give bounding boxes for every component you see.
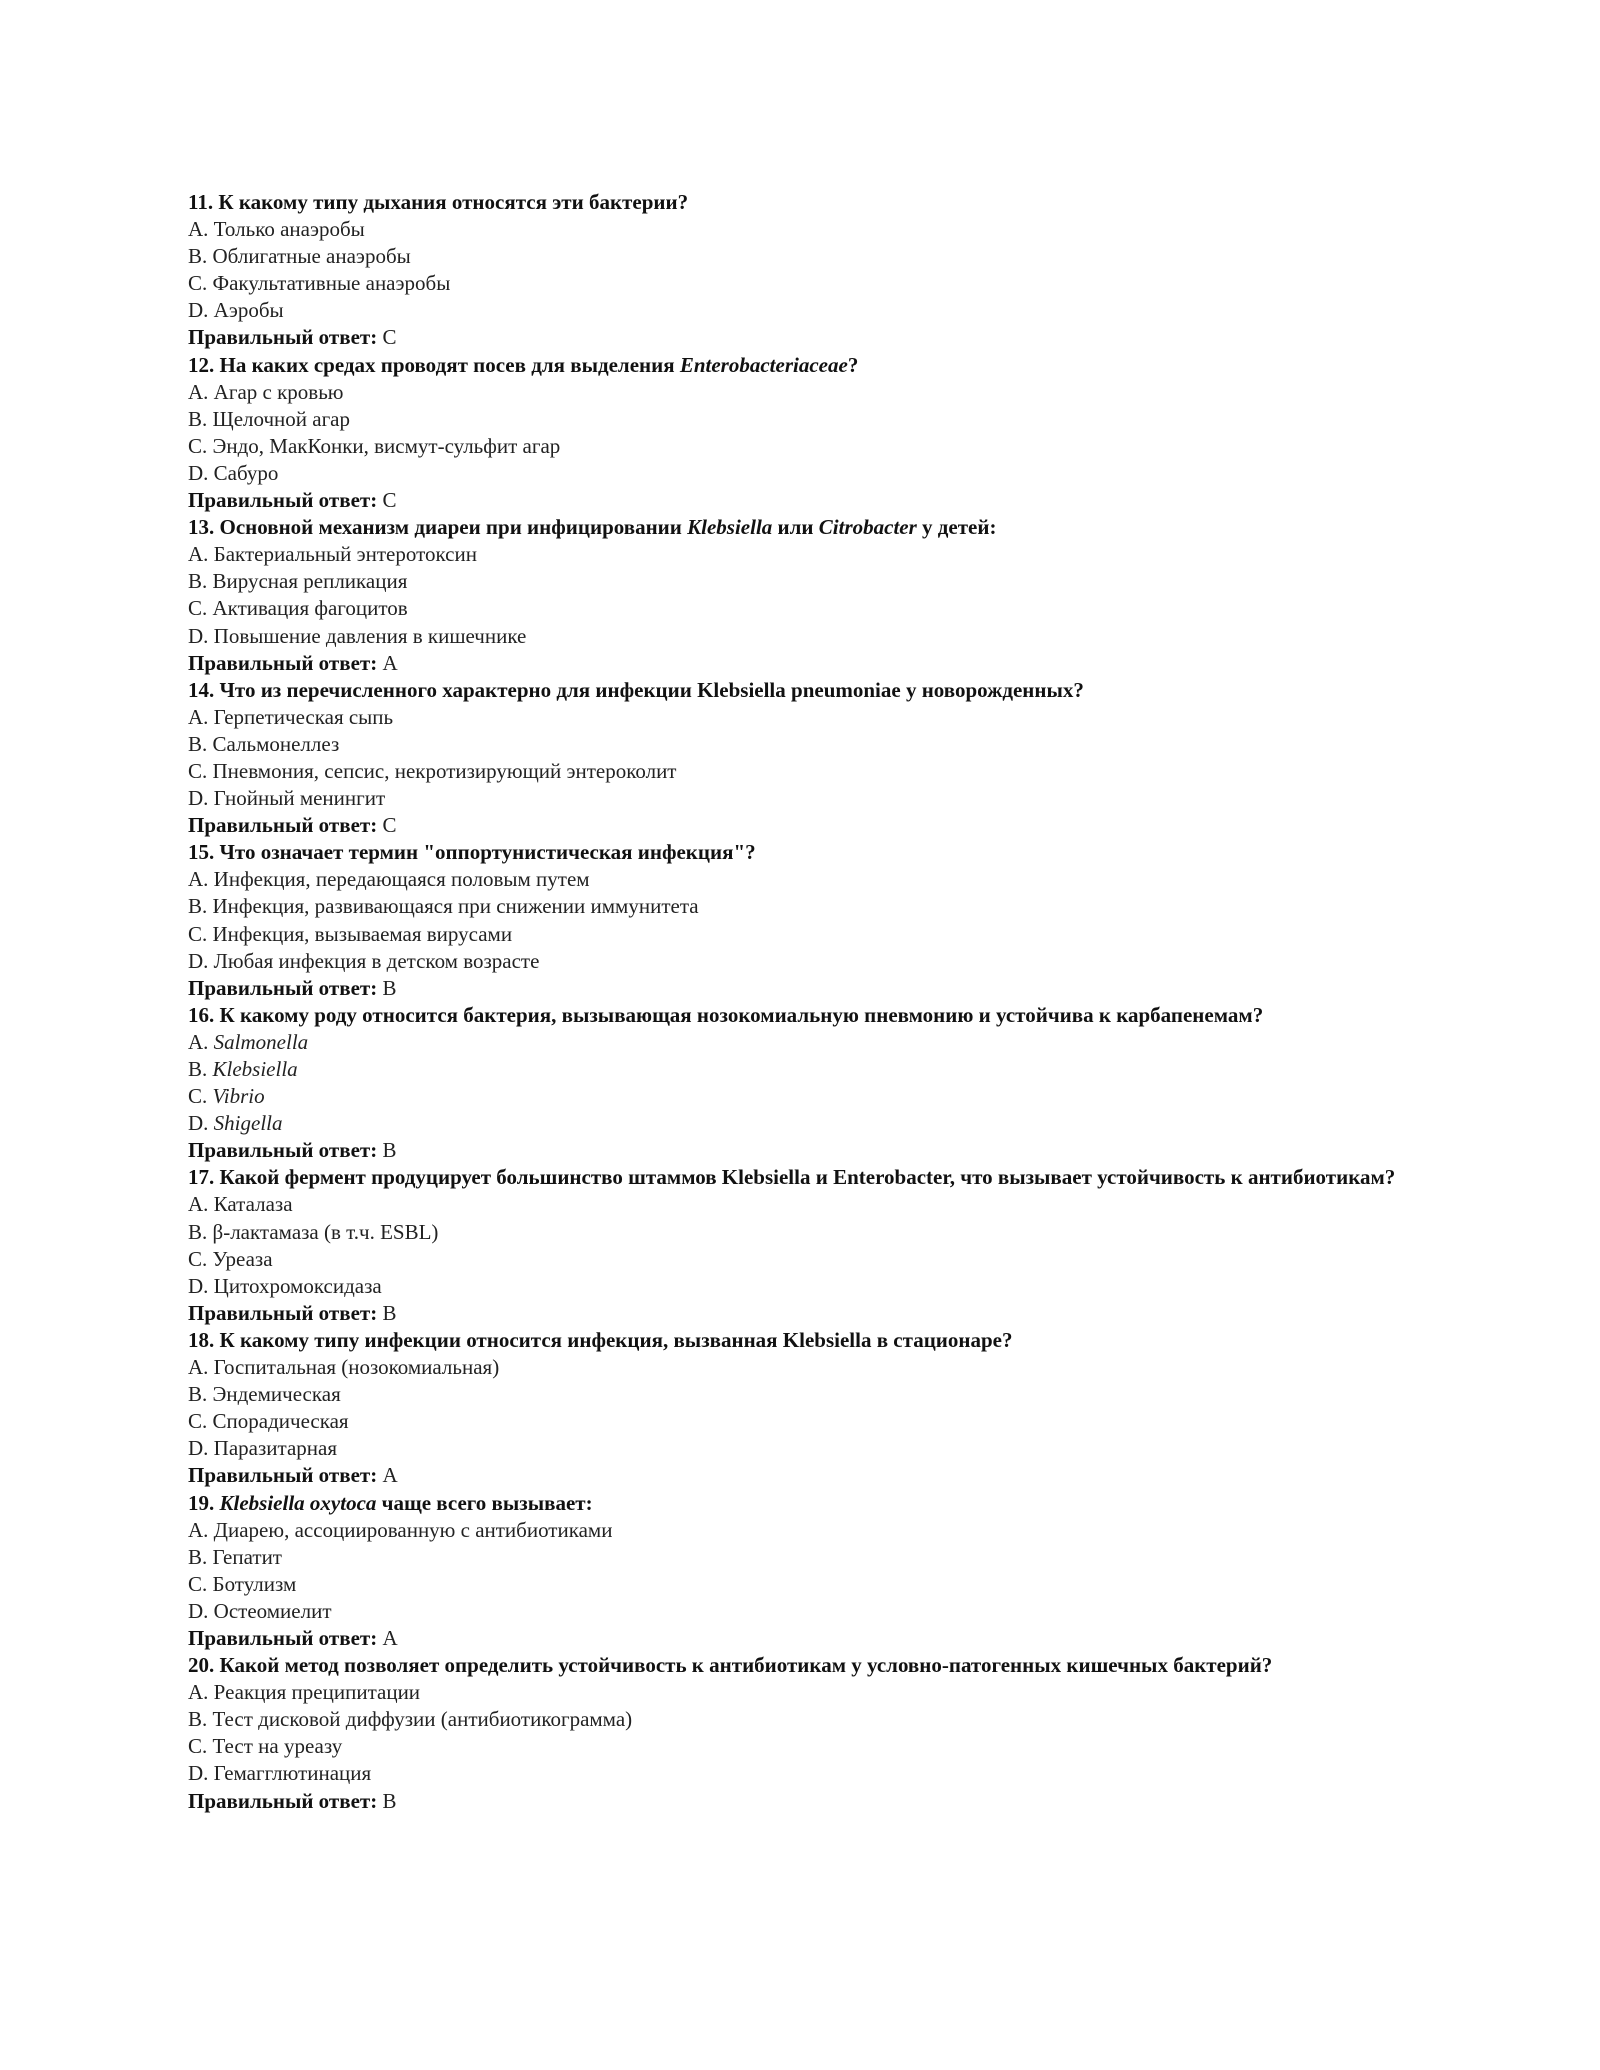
question-text-part: 17. Какой фермент продуцирует большинство штаммов Klebsiella и Enterobacter, что вызывает устойчивость к антибиотикам? xyxy=(188,1165,1396,1190)
option-text: Klebsiella xyxy=(212,1057,298,1081)
correct-answer xyxy=(188,812,1448,839)
option-letter: D. xyxy=(188,1273,209,1298)
option-letter: D. xyxy=(188,298,209,323)
option-letter: B. xyxy=(188,1544,208,1569)
option-text: Бактериальный энтеротоксин xyxy=(213,542,477,567)
option-text: Каталаза xyxy=(213,1192,293,1217)
answer-option xyxy=(188,460,1448,487)
option-letter: B. xyxy=(188,1382,208,1407)
question-text-part: ? xyxy=(847,352,859,377)
correct-answer xyxy=(188,1137,1448,1164)
answer-option xyxy=(188,1056,1448,1083)
question-block xyxy=(188,1164,1448,1327)
correct-answer-value: C xyxy=(382,813,397,838)
answer-option xyxy=(188,379,1448,406)
question-text-part: 16. К какому роду относится бактерия, вызывающая нозокомиальную пневмонию и устойчива к карбапенемам? xyxy=(188,1002,1264,1027)
option-text: Гемагглютинация xyxy=(213,1761,372,1786)
answer-option xyxy=(188,1571,1448,1598)
option-text: Ботулизм xyxy=(212,1571,297,1596)
question-block xyxy=(188,1490,1448,1653)
option-text: Паразитарная xyxy=(213,1436,337,1461)
option-text: β-лактамаза (в т.ч. ESBL) xyxy=(212,1219,439,1244)
answer-option xyxy=(188,216,1448,243)
question-block xyxy=(188,1002,1448,1165)
option-letter: C. xyxy=(188,1409,208,1434)
answer-option xyxy=(188,1083,1448,1110)
question-text xyxy=(188,1327,1448,1354)
answer-option xyxy=(188,921,1448,948)
option-text: Любая инфекция в детском возрасте xyxy=(213,948,540,973)
option-letter: A. xyxy=(188,867,209,892)
option-text: Диарею, ассоциированную с антибиотиками xyxy=(213,1517,613,1542)
option-letter: D. xyxy=(188,786,209,811)
correct-answer-label: Правильный ответ: xyxy=(188,1788,378,1813)
option-text: Сальмонеллез xyxy=(212,731,340,756)
option-letter: A. xyxy=(188,542,209,567)
option-letter: B. xyxy=(188,406,208,431)
answer-option xyxy=(188,758,1448,785)
question-text xyxy=(188,352,1448,379)
correct-answer-label: Правильный ответ: xyxy=(188,1625,378,1650)
option-letter: C. xyxy=(188,1246,208,1271)
option-letter: B. xyxy=(188,244,208,269)
correct-answer-value: A xyxy=(382,650,398,675)
option-text: Инфекция, вызываемая вирусами xyxy=(212,921,513,946)
correct-answer-value: A xyxy=(382,1625,398,1650)
question-block xyxy=(188,352,1448,515)
question-italic-term: Enterobacteriaceae xyxy=(679,352,848,377)
option-letter: C. xyxy=(188,758,208,783)
question-text-part: 15. Что означает термин "оппортунистическая инфекция"? xyxy=(188,840,756,865)
option-text: Shigella xyxy=(213,1111,283,1136)
question-italic-term: Citrobacter xyxy=(818,515,917,540)
option-text: Эндемическая xyxy=(212,1382,341,1407)
option-text: Вирусная репликация xyxy=(212,569,408,594)
answer-option xyxy=(188,1191,1448,1218)
correct-answer-label: Правильный ответ: xyxy=(188,813,378,838)
correct-answer xyxy=(188,487,1448,514)
option-text: Уреаза xyxy=(212,1246,273,1271)
option-text: Гнойный менингит xyxy=(213,786,386,811)
question-block xyxy=(188,677,1448,840)
answer-option xyxy=(188,1598,1448,1625)
option-text: Облигатные анаэробы xyxy=(212,244,411,269)
answer-option xyxy=(188,866,1448,893)
option-letter: C. xyxy=(188,433,208,458)
answer-option xyxy=(188,1435,1448,1462)
option-letter: C. xyxy=(188,596,208,621)
answer-option xyxy=(188,731,1448,758)
correct-answer xyxy=(188,650,1448,677)
option-text: Аэробы xyxy=(213,298,284,323)
question-block xyxy=(188,1652,1448,1815)
question-block xyxy=(188,189,1448,352)
option-text: Факультативные анаэробы xyxy=(212,271,451,296)
correct-answer-label: Правильный ответ: xyxy=(188,975,378,1000)
correct-answer-label: Правильный ответ: xyxy=(188,1463,378,1488)
option-letter: D. xyxy=(188,1598,209,1623)
option-letter: D. xyxy=(188,623,209,648)
option-text: Инфекция, передающаяся половым путем xyxy=(213,867,590,892)
answer-option xyxy=(188,785,1448,812)
question-block xyxy=(188,839,1448,1002)
option-letter: A. xyxy=(188,1192,209,1217)
correct-answer-value: B xyxy=(382,1788,397,1813)
correct-answer-label: Правильный ответ: xyxy=(188,650,378,675)
correct-answer xyxy=(188,1300,1448,1327)
question-text-part: 12. На каких средах проводят посев для выделения xyxy=(188,352,680,377)
answer-option xyxy=(188,1354,1448,1381)
option-letter: D. xyxy=(188,1436,209,1461)
option-letter: C. xyxy=(188,1734,208,1759)
question-text xyxy=(188,1164,1448,1191)
question-text xyxy=(188,189,1448,216)
option-letter: C. xyxy=(188,1571,208,1596)
question-text xyxy=(188,677,1448,704)
answer-option xyxy=(188,623,1448,650)
option-letter: A. xyxy=(188,704,209,729)
option-letter: B. xyxy=(188,1057,208,1081)
correct-answer-value: A xyxy=(382,1463,398,1488)
answer-option xyxy=(188,568,1448,595)
correct-answer-value: B xyxy=(382,1138,397,1163)
correct-answer xyxy=(188,975,1448,1002)
answer-option xyxy=(188,1219,1448,1246)
option-letter: A. xyxy=(188,1680,209,1705)
option-text: Остеомиелит xyxy=(213,1598,332,1623)
answer-option xyxy=(188,1273,1448,1300)
correct-answer-value: B xyxy=(382,1300,397,1325)
option-letter: B. xyxy=(188,894,208,919)
option-text: Щелочной агар xyxy=(212,406,350,431)
option-text: Только анаэробы xyxy=(213,217,365,242)
answer-option xyxy=(188,1517,1448,1544)
option-letter: A. xyxy=(188,1355,209,1380)
answer-option xyxy=(188,1408,1448,1435)
option-letter: C. xyxy=(188,271,208,296)
answer-option xyxy=(188,1029,1448,1056)
answer-option xyxy=(188,1246,1448,1273)
correct-answer-label: Правильный ответ: xyxy=(188,1138,378,1163)
answer-option xyxy=(188,406,1448,433)
question-text-part: 13. Основной механизм диареи при инфицировании xyxy=(188,515,688,540)
option-letter: A. xyxy=(188,217,209,242)
option-text: Гепатит xyxy=(212,1544,282,1569)
correct-answer-value: C xyxy=(382,325,397,350)
answer-option xyxy=(188,1706,1448,1733)
option-text: Vibrio xyxy=(212,1084,265,1109)
option-letter: A. xyxy=(188,379,209,404)
option-text: Цитохромоксидаза xyxy=(213,1273,382,1298)
answer-option xyxy=(188,1110,1448,1137)
correct-answer-label: Правильный ответ: xyxy=(188,1300,378,1325)
answer-option xyxy=(188,297,1448,324)
answer-option xyxy=(188,893,1448,920)
question-text-part: у детей: xyxy=(916,515,997,540)
option-text: Пневмония, сепсис, некротизирующий энтероколит xyxy=(212,758,677,783)
question-text-part: 14. Что из перечисленного характерно для инфекции Klebsiella pneumoniae у новорожденных? xyxy=(188,677,1084,702)
option-text: Тест на уреазу xyxy=(212,1734,343,1759)
option-letter: D. xyxy=(188,1111,209,1136)
question-text-part: чаще всего вызывает: xyxy=(376,1490,593,1515)
option-text: Госпитальная (нозокомиальная) xyxy=(213,1355,500,1380)
option-text: Эндо, МакКонки, висмут-сульфит агар xyxy=(212,433,561,458)
option-letter: B. xyxy=(188,569,208,594)
answer-option xyxy=(188,595,1448,622)
correct-answer-value: B xyxy=(382,975,397,1000)
option-letter: B. xyxy=(188,1707,208,1732)
question-text xyxy=(188,514,1448,541)
option-text: Реакция преципитации xyxy=(213,1680,421,1705)
option-text: Тест дисковой диффузии (антибиотикограмма) xyxy=(212,1707,633,1732)
answer-option xyxy=(188,433,1448,460)
question-italic-term: Klebsiella xyxy=(687,515,773,540)
option-letter: C. xyxy=(188,1084,208,1109)
option-text: Герпетическая сыпь xyxy=(213,704,394,729)
answer-option xyxy=(188,1760,1448,1787)
question-block xyxy=(188,514,1448,677)
correct-answer xyxy=(188,1788,1448,1815)
answer-option xyxy=(188,704,1448,731)
question-text-part: 20. Какой метод позволяет определить устойчивость к антибиотикам у условно-патогенных кишечных бактерий? xyxy=(188,1653,1273,1678)
answer-option xyxy=(188,270,1448,297)
question-text xyxy=(188,839,1448,866)
question-text-part: 11. К какому типу дыхания относятся эти бактерии? xyxy=(188,190,689,214)
correct-answer xyxy=(188,324,1448,351)
option-letter: C. xyxy=(188,921,208,946)
correct-answer xyxy=(188,1625,1448,1652)
option-letter: B. xyxy=(188,1219,208,1244)
question-text xyxy=(188,1002,1448,1029)
correct-answer-label: Правильный ответ: xyxy=(188,325,378,350)
answer-option xyxy=(188,541,1448,568)
option-letter: D. xyxy=(188,948,209,973)
answer-option xyxy=(188,243,1448,270)
correct-answer xyxy=(188,1462,1448,1489)
option-text: Инфекция, развивающаяся при снижении иммунитета xyxy=(212,894,699,919)
question-text xyxy=(188,1490,1448,1517)
option-text: Salmonella xyxy=(213,1029,309,1054)
question-text-part: 18. К какому типу инфекции относится инфекция, вызванная Klebsiella в стационаре? xyxy=(188,1327,1013,1352)
question-text-part: или xyxy=(772,515,819,540)
question-block xyxy=(188,1327,1448,1490)
option-text: Агар с кровью xyxy=(213,379,344,404)
option-letter: D. xyxy=(188,1761,209,1786)
option-letter: A. xyxy=(188,1517,209,1542)
answer-option xyxy=(188,948,1448,975)
question-text xyxy=(188,1652,1448,1679)
option-text: Активация фагоцитов xyxy=(212,596,408,621)
option-letter: D. xyxy=(188,460,209,485)
answer-option xyxy=(188,1733,1448,1760)
question-italic-term: Klebsiella oxytoca xyxy=(219,1490,377,1515)
document-page xyxy=(188,189,1448,1815)
option-letter: B. xyxy=(188,731,208,756)
answer-option xyxy=(188,1544,1448,1571)
question-text-part: 19. xyxy=(188,1490,220,1515)
answer-option xyxy=(188,1679,1448,1706)
option-letter: A. xyxy=(188,1029,209,1054)
correct-answer-label: Правильный ответ: xyxy=(188,488,378,513)
option-text: Повышение давления в кишечнике xyxy=(213,623,527,648)
option-text: Сабуро xyxy=(213,460,279,485)
answer-option xyxy=(188,1381,1448,1408)
option-text: Спорадическая xyxy=(212,1409,349,1434)
correct-answer-value: C xyxy=(382,488,397,513)
